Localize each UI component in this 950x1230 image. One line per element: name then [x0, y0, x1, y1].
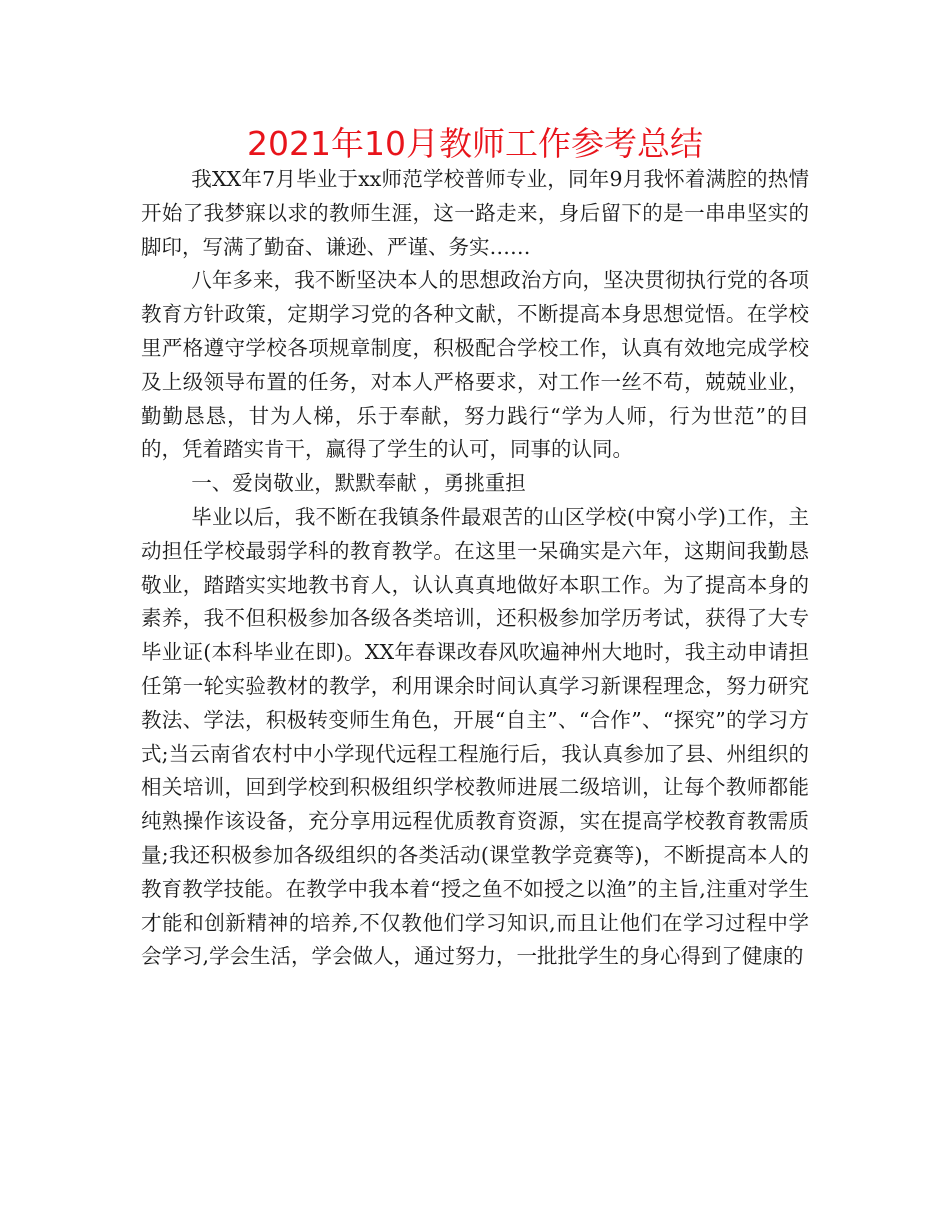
document-body [141, 163, 809, 974]
document-title: 2021年10月教师工作参考总结 [247, 124, 703, 163]
paragraph-intro: 我XX年7月毕业于xx师范学校普师专业，同年9月我怀着满腔的热情开始了我梦寐以求的教师生涯，这一路走来，身后留下的是一串串坚实的脚印，写满了勤奋、谦逊、严谨、务实…… [141, 167, 809, 259]
paragraph-work-history: 毕业以后，我不断在我镇条件最艰苦的山区学校(中窝小学)工作，主动担任学校最弱学科的教育教学。在这里一呆确实是六年，这期间我勤恳敬业，踏踏实实地教书育人，认认真真地做好本职工作。为了提高本身的素养，我不但积极参加各级各类培训，还积极参加学历考试，获得了大专毕业证(本科毕业在即)。XX年春课改春风吹遍神州大地时，我主动申请担任第一轮实验教材的教学，利用课余时间认真学习新课程理念，努力研究教法、学法，积极转变师生角色，开展“自主”、“合作”、“探究”的学习方式;当云南省农村中小学现代远程工程施行后，我认真参加了县、州组织的相关培训，回到学校到积极组织学校教师进展二级培训，让每个教师都能纯熟操作该设备，充分享用远程优质教育资源，实在提高学校教育教需质量;我还积极参加各级组织的各类活动(课堂教学竞赛等)，不断提高本人的教育教学技能。在教学中我本着“授之鱼不如授之以渔”的主旨,注重对学生才能和创新精神的培养,不仅教他们学习知识,而且让他们在学习过程中学会学习,学会生活，学会做人，通过努力，一批批学生的身心得到了健康的 [141, 504, 809, 969]
section-heading-1: 一、爱岗敬业，默默奉献 ，勇挑重担 [191, 471, 526, 496]
paragraph-political: 八年多来，我不断坚决本人的思想政治方向，坚决贯彻执行党的各项教育方针政策，定期学习党的各种文献，不断提高本身思想觉悟。在学校里严格遵守学校各项规章制度，积极配合学校工作，认真有效地完成学校及上级领导布置的任务，对本人严格要求，对工作一丝不苟，兢兢业业，勤勤恳恳，甘为人梯，乐于奉献，努力践行“学为人师，行为世范”的目的，凭着踏实肯干，赢得了学生的认可，同事的认同。 [141, 268, 809, 462]
